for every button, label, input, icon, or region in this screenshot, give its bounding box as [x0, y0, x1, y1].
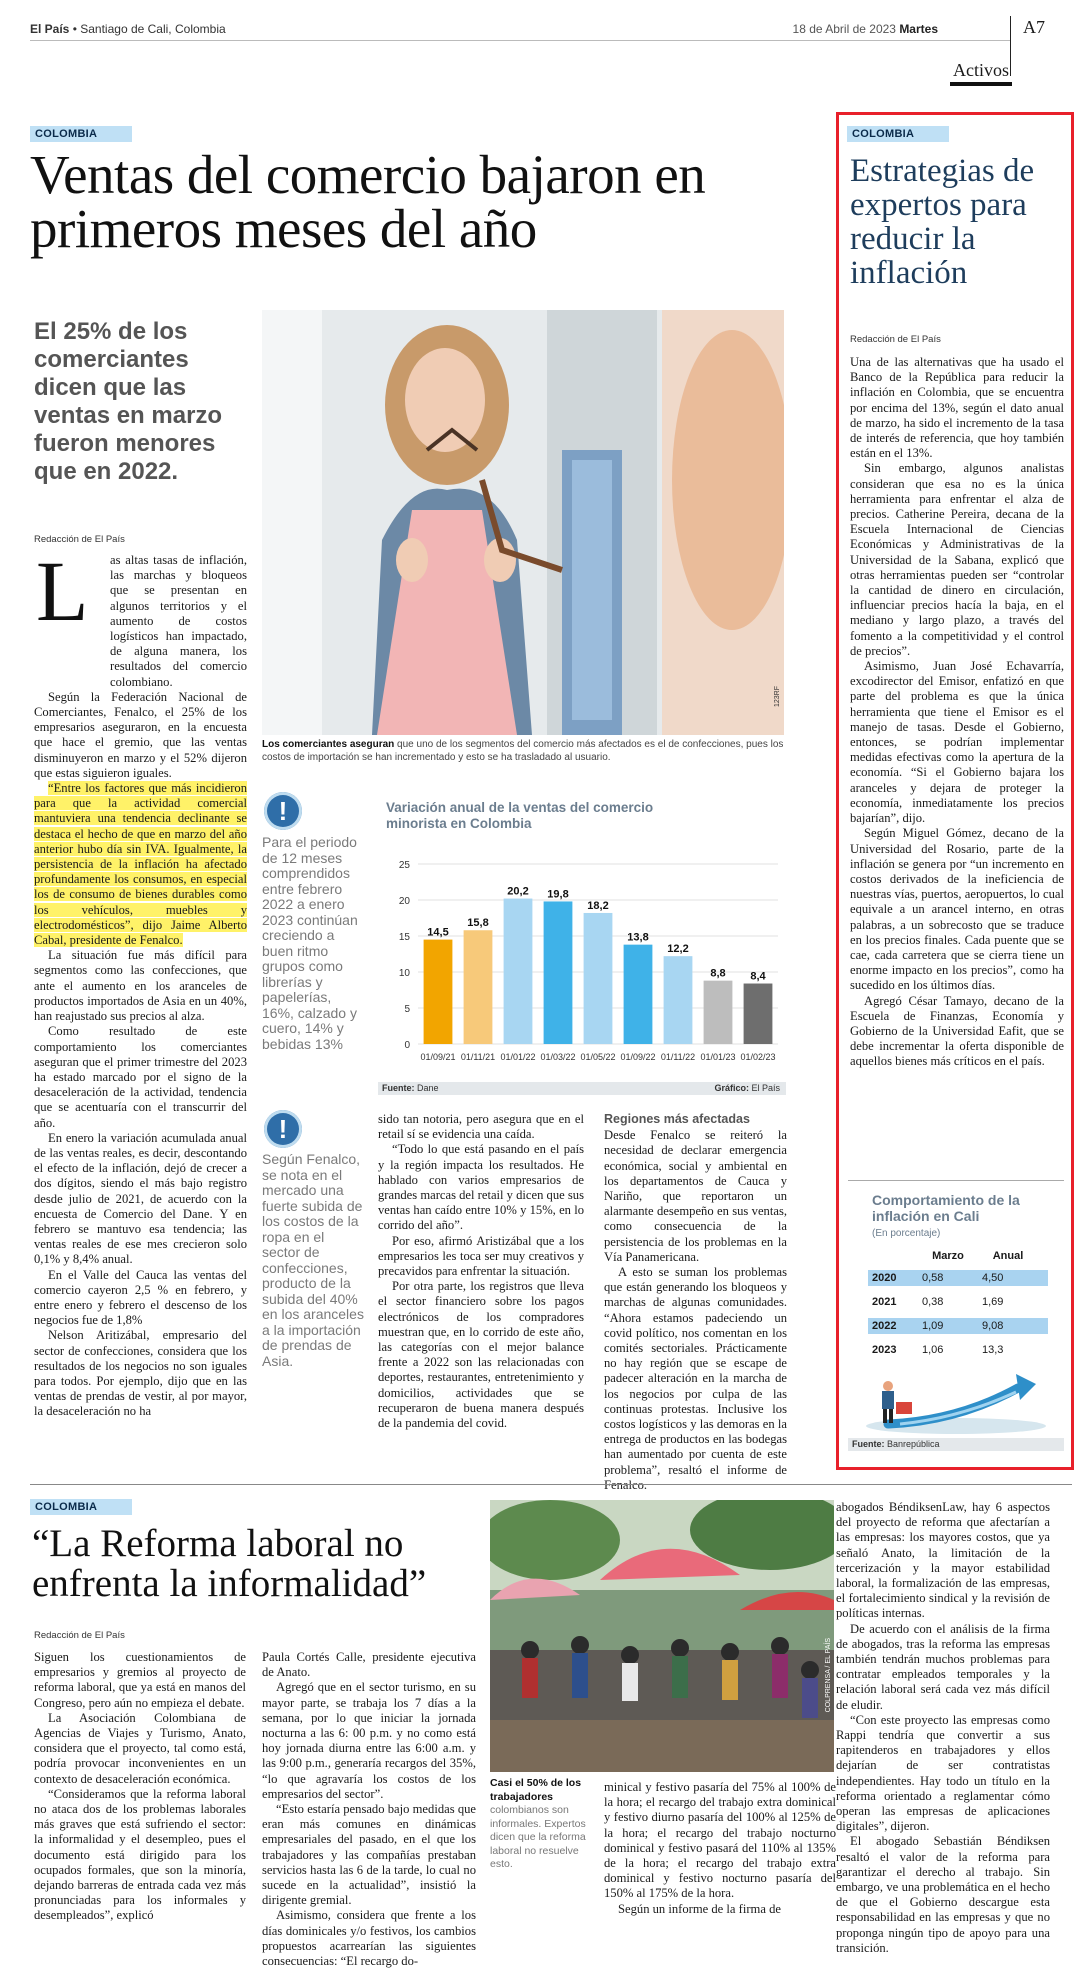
- table-marzo: 0,58: [922, 1272, 944, 1284]
- bar-value-label: 8,4: [750, 970, 766, 983]
- table-row: [868, 1318, 1048, 1334]
- chart-source-label: Fuente:: [382, 1083, 415, 1093]
- paragraph: Asimismo, considera que frente a los días dominicales y/o festivos, los cambios propuestos acarrearían las siguientes consecuencias: “El recargo do-: [262, 1908, 476, 1969]
- table-year: 2020: [872, 1272, 897, 1284]
- col-head-anual: Anual: [992, 1250, 1024, 1262]
- main-byline: Redacción de El País: [34, 534, 125, 545]
- chart-source: Dane: [417, 1083, 439, 1093]
- shopper-illustration: [262, 310, 784, 735]
- article-body-col4: [604, 1112, 787, 1493]
- photo-credit: 123RF: [774, 685, 781, 707]
- table-subtitle: (En porcentaje): [872, 1228, 941, 1239]
- y-tick-label: 15: [398, 932, 410, 943]
- retail-sales-chart: [378, 790, 786, 1100]
- highlight: “Entre los factores que más incidieron para que la actividad comercial mantuviera una tendencia declinante se destaca el hecho de que en marzo del año anterior hubo día sin IVA. Igualmente, la persistencia de la inflación ha afectado profundamente los consumos, en especial los de consumo de bienes durables como los vehículos, muebles y electrodomésticos”, dijo Jaime Alberto Cabal, presidente de Fenalco.: [34, 781, 247, 948]
- subhead-regions: Regiones más afectadas: [604, 1112, 750, 1126]
- x-tick-label: 01/03/22: [540, 1052, 576, 1062]
- bar: [424, 940, 453, 1044]
- intro-paragraph: as altas tasas de inflación, las marchas y bloqueos que se presentan en algunos territorios y el aumento de costos logísticos han impactado, de alguna manera, los resultados del comercio colombiano.: [110, 553, 247, 689]
- bottom-col2-paragraphs: [262, 1650, 476, 1969]
- caption-text: que uno de los segmentos del comercio más afectados es el de confecciones, pues los costos de importación se han incrementado y esto se ha trasladado al usuario.: [262, 739, 784, 763]
- table-source-label: Fuente:: [852, 1439, 885, 1449]
- header-location: Santiago de Cali, Colombia: [80, 22, 226, 36]
- bar: [544, 901, 573, 1044]
- chart-graphic: El País: [751, 1083, 780, 1093]
- table-row: [868, 1270, 1048, 1286]
- main-photo: [262, 310, 784, 735]
- paragraph: Asimismo, Juan José Echavarría, excodirector del Emisor, enfatizó en que parte del problema es que la única herramienta que tiene el Emisor es el manejo de tasas. Desde el Gobierno, entonces, se podrían implementar medidas efectivas como la apertura de la economía. “Si el Gobierno bajara los aranceles y dejara de proteger la economía, inmediatamente los precios bajarían”, dijo.: [850, 659, 1064, 826]
- street-market-illustration: [490, 1500, 834, 1772]
- table-marzo: 1,09: [922, 1320, 944, 1332]
- table-anual: 9,08: [982, 1320, 1004, 1332]
- paragraph: Según Miguel Gómez, decano de la Universidad del Rosario, parte de la inflación se genera por “un incremento en costos derivados de la ineficiencia de nuestras vías, puertos, aeropuertos, lo cual equivale a un arancel interno, en otras palabras, a un sobrecosto que se traduce en los precios finales. Cada puente que se cae, cada carretera que se cierra tiene un enorme impacto en los precios”, como ha sucedido en los últimos días.: [850, 826, 1064, 993]
- bottom-caption-text: colombianos son informales. Expertos dicen que la reforma laboral no resuelve esto.: [490, 1804, 586, 1870]
- x-tick-label: 01/09/22: [620, 1052, 656, 1062]
- bar-value-label: 18,2: [587, 899, 609, 912]
- paragraph: Según la Federación Nacional de Comerciantes, Fenalco, el 25% de los empresarios aseguraron, en la encuesta que hace el gremio, que las ventas disminuyeron en marzo y el 52% dijeron que estas siguieron iguales.: [34, 689, 247, 780]
- chart-footer: [378, 1082, 786, 1095]
- table-anual: 1,69: [982, 1296, 1004, 1308]
- paragraph: “Todo lo que está pasando en el país y la región impacta los resultados. He hablado con varios empresarios de grandes marcas del retail y dicen que sus ventas han caído entre 10% y 15%, en lo corrido del año”.: [378, 1142, 584, 1233]
- chart-graphic-label: Gráfico:: [714, 1083, 749, 1093]
- main-dek: El 25% de los comerciantes dicen que las ventas en marzo fueron menores que en 2022.: [34, 318, 223, 485]
- inflation-table: [848, 1180, 1064, 1466]
- sidebar-headline: Estrategias de expertos para reducir la inflación: [850, 153, 1035, 291]
- x-tick-label: 01/11/21: [460, 1052, 496, 1062]
- sidebar-body: [850, 355, 1064, 1070]
- paragraph: Una de las alternativas que ha usado el Banco de la República para reducir la inflación en Colombia, que se encuentra por encima del 13%, según el dato anual de marzo, ha sido el incremento de la tasa de interés de referencia, que hoy también están en el 13%.: [850, 355, 1064, 461]
- table-anual: 13,3: [982, 1344, 1004, 1356]
- header-separator: •: [72, 22, 77, 36]
- paragraph: A esto se suman los problemas que están generando los bloqueos y marchas de algunas comunidades. “Ahora estamos padeciendo un covid político, nos comentan en los comités sectoriales. Prácticamente no hay región que se escape de padecer alteración en la marcha de los negocios por culpa de las continuas protestas. Inclusive los costos logísticos y las demoras en la entrega de productos en las bodegas han aumentado por cuenta de este problema”, resaltó el informe de: [604, 1265, 787, 1477]
- table-marzo: 0,38: [922, 1296, 944, 1308]
- col-head-marzo: Marzo: [932, 1250, 964, 1262]
- highlighted-quote: [34, 781, 247, 948]
- paragraph: Desde Fenalco se reiteró la necesidad de declarar emergencia económica, social y ambiental en los departamentos de Cauca y Nariño, que reportaron un alarmante desempeño en sus ventas, como consecuencia de la persistencia de los problemas en la Vía Panamericana.: [604, 1128, 787, 1264]
- paper-name: El País: [30, 22, 70, 36]
- bottom-col1-paragraphs: [34, 1650, 246, 1924]
- y-tick-label: 0: [404, 1040, 410, 1051]
- bottom-col1: [34, 1650, 246, 1924]
- bar-value-label: 13,8: [627, 931, 649, 944]
- bar-chart-svg: [378, 852, 786, 1082]
- bottom-col4: [836, 1500, 1050, 1956]
- bottom-col4-paragraphs: [836, 1500, 1050, 1956]
- bar: [664, 956, 693, 1044]
- x-tick-label: 01/09/21: [420, 1052, 456, 1062]
- paragraph: Sin embargo, algunos analistas consideran que esa no es la única herramienta para enfrentar el alza de precios. Catherine Pereira, decana de la Escuela Internacional de Ciencias Económicas y Administrativas de la Universidad de la Sabana, explicó que otras herramientas pueden ser “controlar la cantidad de dinero en circulación, influenciar precios hacía la baja, en el mediano y largo plazo, a través del fomento a la competitividad y el control de precios”.: [850, 461, 1064, 658]
- table-row: [868, 1342, 1048, 1358]
- bar: [504, 899, 533, 1044]
- bar: [744, 984, 773, 1044]
- bar-value-label: 19,8: [547, 888, 569, 901]
- bottom-headline: “La Reforma laboral no enfrenta la informalidad”: [32, 1522, 427, 1605]
- bar-value-label: 14,5: [427, 926, 449, 939]
- y-tick-label: 5: [404, 1004, 410, 1015]
- table-marzo: 1,06: [922, 1344, 944, 1356]
- paragraph: Siguen los cuestionamientos de empresarios y gremios al proyecto de reforma laboral, que ya está en manos del Congreso, pero aún no empieza el debate.: [34, 1650, 246, 1710]
- paragraph: Nelson Aritizábal, empresario del sector de confecciones, considera que los resultados de los negocios no son iguales para todos. Por ejemplo, dijo que en las ventas de prendas de vestir, al por mayor, la desaceleración no ha: [34, 1328, 247, 1419]
- bar: [704, 981, 733, 1044]
- y-tick-label: 10: [398, 968, 410, 979]
- header-weekday: Martes: [899, 22, 938, 36]
- paragraph: De acuerdo con el análisis de la firma de abogados, tras la reforma las empresas también tendrán muchos problemas para contratar empleados temporales y la relación laboral será cada vez más difícil de eludir.: [836, 1621, 1050, 1712]
- table-footer: [848, 1438, 1064, 1451]
- paragraph: sido tan notoria, pero asegura que en el retail sí se evidencia una caída.: [378, 1112, 584, 1142]
- section-label: Activos: [950, 60, 1012, 86]
- y-tick-label: 20: [398, 896, 410, 907]
- paragraph: En el Valle del Cauca las ventas del comercio cayeron 2,5 % en febrero, y entre enero y febrero el descenso de los negocios fue de 1,8%: [34, 1267, 247, 1328]
- main-headline: Ventas del comercio bajaron en primeros meses del año: [30, 144, 706, 259]
- bottom-caption-lead: Casi el 50% de los trabajadores: [490, 1777, 582, 1803]
- sidebar-tag: COLOMBIA: [847, 126, 949, 142]
- paragraph: En enero la variación acumulada anual de las ventas reales, es decir, descontando el efecto de la inflación, dejó de crecer a dos dígitos, siendo el más bajo registro desde julio de 2021, de acuerdo con la encuesta de Comercio del Dane. Y en febrero se mantuvo esa tendencia; las ventas reales de ese mes crecieron solo 0,1% y 8,4% anual.: [34, 1130, 247, 1267]
- exclamation-icon: !: [264, 1110, 302, 1148]
- paragraph: “Con este proyecto las empresas como Rappi tendría que convertir a sus rapitenderos en trabajadores y ellos dejarían de ser contratistas independientes. Hay todo un título en la reforma orientado a reglamentar cómo operan las empresas de aplicaciones digitales”, dijeron.: [836, 1712, 1050, 1834]
- paragraph: La Asociación Colombiana de Agencias de Viajes y Turismo, Anato, considera que el proyecto, tal como está, podría provocar inconvenientes en un contexto de desaceleración económica.: [34, 1710, 246, 1786]
- table-anual: 4,50: [982, 1272, 1004, 1284]
- bar: [584, 913, 613, 1044]
- page-number: A7: [1023, 17, 1045, 37]
- rising-arrow-illustration: [848, 1366, 1064, 1436]
- bottom-photo-caption: [490, 1777, 590, 1872]
- page-header: [30, 22, 226, 36]
- caption-lead: Los comerciantes aseguran: [262, 739, 395, 750]
- section-divider: [30, 1484, 1072, 1485]
- x-tick-label: 01/01/23: [700, 1052, 736, 1062]
- bottom-photo-credit: COLPRENSA / EL PAÍS: [825, 1637, 832, 1712]
- table-year: 2023: [872, 1344, 897, 1356]
- col3-paragraphs: [378, 1112, 584, 1431]
- callout-tariffs: Según Fenalco, se nota en el mercado una fuerte subida de los costos de la ropa en el sector de confecciones, producto de la subida del 40% en los aranceles a la importación de prendas de Asia.: [262, 1151, 364, 1369]
- bar-value-label: 20,2: [507, 885, 529, 898]
- bottom-col2: [262, 1650, 476, 1969]
- table-year: 2022: [872, 1320, 897, 1332]
- paragraph: minical y festivo pasaría del 75% al 100% de la hora; el recargo del trabajo extra dominical y festivo diurno pasaría del 100% al 125% de la hora; el recargo del trabajo nocturno dominical y festivo pasará del 110% al 135% de la hora; el recargo del trabajo extra dominical y festivo nocturno pasaría del 150% al 175% de la hora.: [604, 1780, 836, 1901]
- market-photo: [490, 1500, 834, 1772]
- paragraph: abogados BéndiksenLaw, hay 6 aspectos del proyecto de reforma que afectarían a las empresas: los mayores costos, que ya señaló Anato, la limitación de la tercerización y la mayor estabilidad laboral, la formalización de las empresas, el fortalecimiento sindical y la revisión de políticas internas.: [836, 1500, 1050, 1621]
- paragraph: Agregó César Tamayo, decano de la Escuela de Finanzas, Economía y Gobierno de la Universidad Eafit, que se debe incrementar la oferta disponible de aquellos bienes más críticos en el país.: [850, 993, 1064, 1069]
- bar-value-label: 15,8: [467, 917, 489, 930]
- paragraph: El abogado Sebastián Béndiksen resaltó el valor de la reforma para garantizar el derecho al trabajo. Sin embargo, ve una problemática en el hecho de que el Gobierno descargue esta responsabilidad en las empresas y que no proponga ningún tipo de apoyo para una transición.: [836, 1834, 1050, 1955]
- header-date: 18 de Abril de 2023 Martes: [792, 22, 938, 36]
- bar: [464, 930, 493, 1044]
- sidebar-byline: Redacción de El País: [850, 334, 941, 345]
- bar-value-label: 12,2: [667, 943, 689, 956]
- chart-title: Variación anual de la ventas del comercio minorista en Colombia: [386, 800, 654, 831]
- paragraph: Por otra parte, los registros que lleva el sector financiero sobre los pagos electrónicos de los compradores muestran que, en lo corrido de este año, las categorías con el mejor balance frente a 2022 son las relacionadas con deportes, restaurantes, entretenimiento y domicilios, actividades que se recuperaron de buena manera después de la pandemia del covid.: [378, 1279, 584, 1431]
- exclamation-icon: !: [264, 792, 302, 830]
- paragraph: “Esto estaría pensado bajo medidas que eran más comunes en dinámicas empresariales del pasado, en el que los trabajadores y las compañías prestaban servicios hasta las 6 de la tarde, lo cual no sucede en la actualidad”, insistió la dirigente gremial.: [262, 1802, 476, 1908]
- bar: [624, 945, 653, 1044]
- header-rule: [30, 40, 1010, 41]
- table-year: 2021: [872, 1296, 897, 1308]
- photo-caption: [262, 738, 784, 764]
- bottom-tag: COLOMBIA: [30, 1499, 132, 1515]
- paragraph: Como resultado de este comportamiento los comerciantes aseguran que el primer trimestre del 2023 ha estado marcado por el signo de la desaceleración de la actividad, tendencia que se acentuaría con el transcurrir del año.: [34, 1024, 247, 1130]
- table-title: Comportamiento de la inflación en Cali: [872, 1192, 1020, 1224]
- x-tick-label: 01/11/22: [660, 1052, 696, 1062]
- drop-cap: L: [36, 543, 89, 639]
- x-tick-label: 01/01/22: [500, 1052, 536, 1062]
- x-tick-label: 01/02/23: [740, 1052, 776, 1062]
- table-row: [868, 1294, 1048, 1310]
- paragraph: Según un informe de la firma de: [618, 1901, 781, 1916]
- paragraph: Agregó que en el sector turismo, en su mayor parte, se trabaja los 7 días a la semana, por lo que iniciar la jornada nocturna a las 6: 00 p.m. y no como está hoy jornada diurna entre las 6:00 a.m. y las 9:00 p.m., generaría recargos del 35%, “lo que agravaría los costos de los empresarios del sector”.: [262, 1680, 476, 1801]
- x-tick-label: 01/05/22: [580, 1052, 616, 1062]
- section-tag: COLOMBIA: [30, 126, 132, 142]
- bottom-col3: [604, 1780, 836, 1917]
- y-tick-label: 25: [398, 860, 410, 871]
- paragraph: “Consideramos que la reforma laboral no ataca dos de los problemas laborales más graves que está sufriendo el sector: la informalidad y el desempleo, pues el documento está dirigido para los ocupados formales, que son la minoría, dejando barreras de entrada cada vez más pronunciadas para los informales y desempleados”, explicó: [34, 1786, 246, 1923]
- paragraph: La situación fue más difícil para segmentos como las confecciones, que ante el aumento en los aranceles de productos importados de Asia en un 40%, han reajustado sus precios al alza.: [34, 948, 247, 1024]
- bottom-byline: Redacción de El País: [34, 1630, 125, 1641]
- sidebar-paragraphs: [850, 355, 1064, 1070]
- callout-growth: Para el periodo de 12 meses comprendidos entre febrero 2022 a enero 2023 continúan creciendo a buen ritmo grupos como librerías y papelerías, 16%, calzado y cuero, 14% y bebidas 13%: [262, 834, 358, 1052]
- article-body-col3: [378, 1112, 584, 1431]
- paragraph: Por eso, afirmó Aristizábal que a los empresarios les toca ser muy creativos y precavidos para enfrentar la situación.: [378, 1233, 584, 1279]
- article-body-col1: [34, 553, 247, 1420]
- col4-paragraphs: [604, 1128, 787, 1493]
- table-source: Banrepública: [887, 1439, 940, 1449]
- paragraph: Paula Cortés Calle, presidente ejecutiva de Anato.: [262, 1650, 476, 1680]
- bar-value-label: 8,8: [710, 967, 726, 980]
- bottom-col3-paragraphs: [604, 1780, 836, 1917]
